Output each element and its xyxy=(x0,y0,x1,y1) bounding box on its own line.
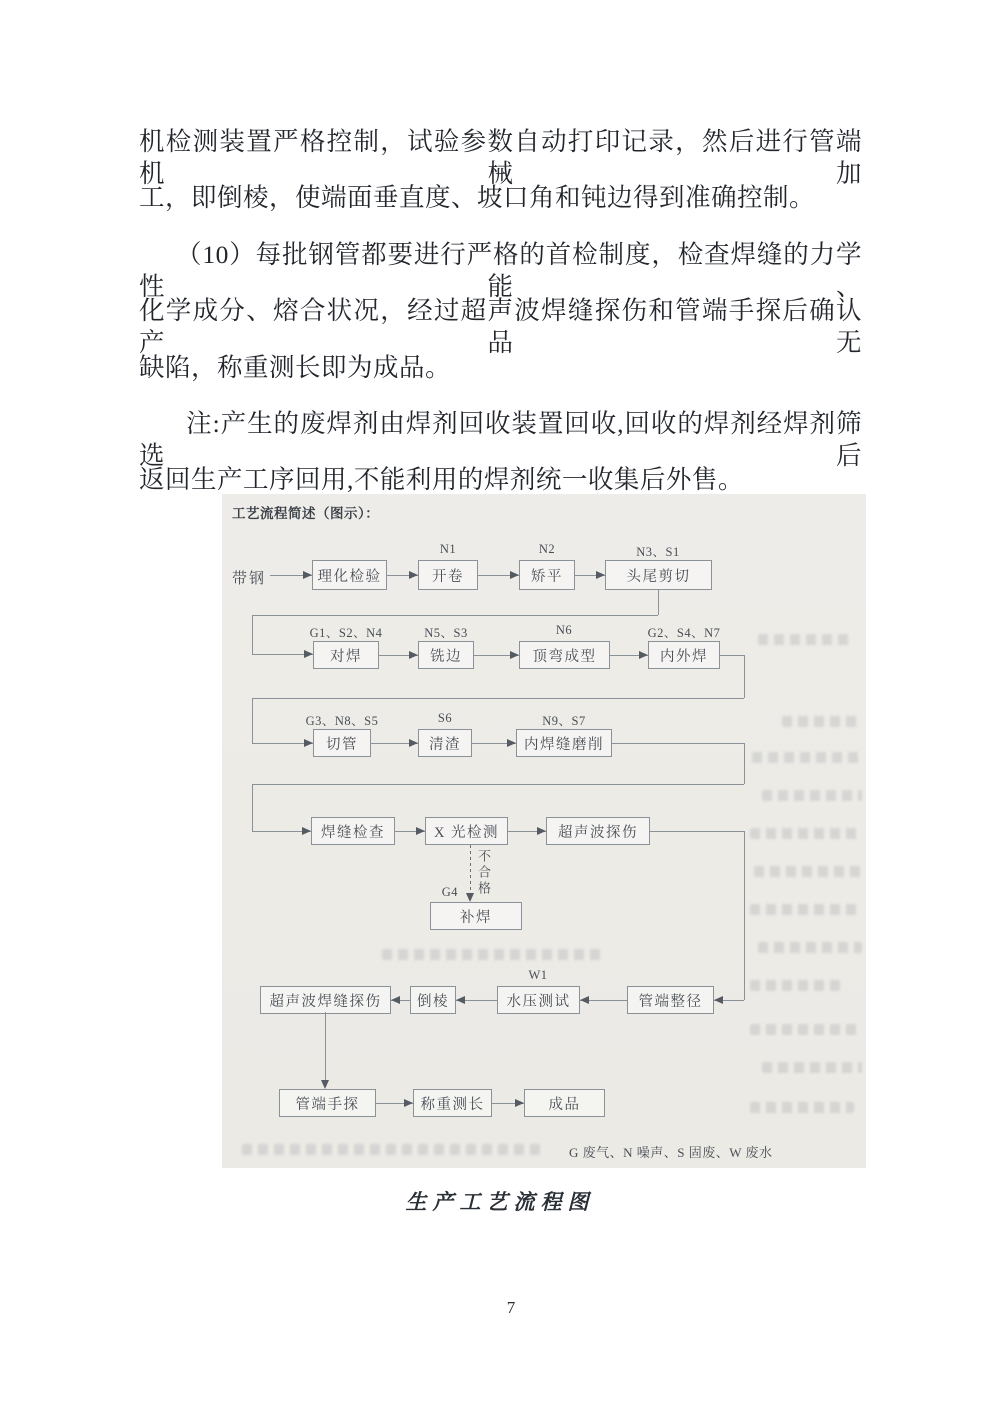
arrowhead-icon xyxy=(596,571,605,579)
flow-connector xyxy=(744,655,745,698)
arrowhead-icon xyxy=(303,571,312,579)
bleed-through-artifact xyxy=(754,866,862,877)
arrowhead-icon xyxy=(510,571,519,579)
flow-node-finished: 成品 xyxy=(524,1089,605,1117)
arrowhead-icon xyxy=(580,996,589,1004)
flow-connector xyxy=(720,655,744,656)
flow-connector-reject xyxy=(470,845,471,900)
body-line: 注:产生的废焊剂由焊剂回收装置回收,回收的焊剂经焊剂筛选后 xyxy=(139,408,862,470)
reject-label: 不合格 xyxy=(476,849,491,897)
arrowhead-icon xyxy=(466,893,474,902)
arrowhead-icon xyxy=(639,651,648,659)
arrowhead-icon xyxy=(409,651,418,659)
arrowhead-icon xyxy=(404,1099,413,1107)
flow-connector xyxy=(658,590,659,615)
flow-connector xyxy=(325,1012,326,1082)
bleed-through-artifact xyxy=(750,980,840,991)
arrowhead-icon xyxy=(537,827,546,835)
flow-node-endsize: 管端整径 xyxy=(627,986,714,1014)
body-line: 缺陷，称重测长即为成品。 xyxy=(139,352,452,382)
flow-node-ultraseam: 超声波焊缝探伤 xyxy=(260,986,391,1014)
flow-node-tag-hydrotest: W1 xyxy=(528,968,548,982)
flow-connector xyxy=(252,698,744,699)
flow-node-tag-inoutweld: G2、S4、N7 xyxy=(647,626,721,640)
flow-node-tag-uncoil: N1 xyxy=(439,542,457,556)
arrowhead-icon xyxy=(510,651,519,659)
bleed-through-artifact xyxy=(382,949,602,960)
figure-caption: 生产工艺流程图 xyxy=(405,1190,595,1214)
arrowhead-icon xyxy=(302,827,311,835)
flow-node-inoutweld: 内外焊 xyxy=(648,641,720,669)
flow-node-tag-headtail: N3、S1 xyxy=(636,545,680,559)
flow-node-uncoil: 开卷 xyxy=(418,560,478,590)
flow-node-deslag: 清渣 xyxy=(418,729,472,757)
flow-node-ultrasonic: 超声波探伤 xyxy=(546,817,650,845)
flow-node-tag-repairweld: G4 xyxy=(441,885,458,899)
flow-node-weighmeasure: 称重测长 xyxy=(413,1089,492,1117)
bleed-through-artifact xyxy=(752,752,864,763)
body-line: 化学成分、熔合状况，经过超声波焊缝探伤和管端手探后确认产品无 xyxy=(139,296,862,358)
bleed-through-artifact xyxy=(242,1144,542,1155)
arrowhead-icon xyxy=(321,1080,329,1089)
body-text xyxy=(139,126,862,521)
flow-node-tag-level: N2 xyxy=(538,542,556,556)
flow-connector xyxy=(252,784,744,785)
bleed-through-artifact xyxy=(758,634,854,645)
arrowhead-icon xyxy=(409,571,418,579)
flowchart-legend: G 废气、N 噪声、S 固废、W 废水 xyxy=(569,1145,773,1160)
flow-node-tag-buttweld: G1、S2、N4 xyxy=(309,626,383,640)
flow-node-preform: 顶弯成型 xyxy=(519,641,610,669)
flow-node-hydrotest: 水压测试 xyxy=(497,986,580,1014)
bleed-through-artifact xyxy=(750,828,862,839)
bleed-through-artifact xyxy=(750,1024,862,1035)
arrowhead-icon xyxy=(304,739,313,747)
flow-node-headtail: 头尾剪切 xyxy=(605,560,712,590)
arrowhead-icon xyxy=(714,996,723,1004)
arrowhead-icon xyxy=(456,996,465,1004)
flow-node-xray: X 光检测 xyxy=(425,817,508,845)
flow-node-tag-edgemill: N5、S3 xyxy=(424,626,468,640)
flow-node-cutpipe: 切管 xyxy=(313,729,371,757)
flow-start-label: 带钢 xyxy=(232,571,267,587)
bleed-through-artifact xyxy=(750,1102,854,1113)
bleed-through-artifact xyxy=(762,1062,862,1073)
flow-node-endprobe: 管端手探 xyxy=(279,1089,376,1117)
body-line: （10）每批钢管都要进行严格的首检制度，检查焊缝的力学性能、 xyxy=(139,239,862,301)
flow-connector xyxy=(612,743,744,744)
flow-connector xyxy=(744,743,745,784)
flow-connector xyxy=(252,784,253,831)
arrowhead-icon xyxy=(409,739,418,747)
flow-connector xyxy=(650,831,744,832)
flow-node-weldcheck: 焊缝检查 xyxy=(311,817,395,845)
body-line: 返回生产工序回用,不能利用的焊剂统一收集后外售。 xyxy=(139,465,744,495)
page-number: 7 xyxy=(506,1298,516,1317)
arrowhead-icon xyxy=(515,1099,524,1107)
flow-node-level: 矫平 xyxy=(519,560,575,590)
arrowhead-icon xyxy=(507,739,516,747)
flow-connector xyxy=(252,615,658,616)
body-line: 工，即倒棱，使端面垂直度、坡口角和钝边得到准确控制。 xyxy=(139,183,816,213)
arrowhead-icon xyxy=(304,650,313,658)
flow-node-tag-deslag: S6 xyxy=(437,711,453,725)
flow-node-physchem: 理化检验 xyxy=(312,560,387,590)
bleed-through-artifact xyxy=(782,716,862,727)
flow-node-tag-preform: N6 xyxy=(555,623,573,637)
flowchart-scan-region xyxy=(222,494,866,1168)
arrowhead-icon xyxy=(416,827,425,835)
flow-node-buttweld: 对焊 xyxy=(313,641,379,669)
flow-node-chamfer: 倒棱 xyxy=(410,986,456,1014)
flow-node-tag-cutpipe: G3、N8、S5 xyxy=(305,714,379,728)
flow-connector xyxy=(252,698,253,743)
body-line: 机检测装置严格控制，试验参数自动打印记录，然后进行管端机械加 xyxy=(139,127,862,188)
flow-node-innergrind: 内焊缝磨削 xyxy=(516,729,612,757)
flow-node-tag-innergrind: N9、S7 xyxy=(542,714,586,728)
flowchart-title: 工艺流程简述（图示）： xyxy=(232,506,380,521)
bleed-through-artifact xyxy=(750,904,862,915)
bleed-through-artifact xyxy=(762,790,862,801)
bleed-through-artifact xyxy=(758,942,862,953)
arrowhead-icon xyxy=(391,996,400,1004)
flow-connector xyxy=(252,615,253,654)
flow-node-edgemill: 铣边 xyxy=(418,641,474,669)
flow-node-repairweld: 补焊 xyxy=(430,902,522,930)
flow-connector xyxy=(744,831,745,1000)
